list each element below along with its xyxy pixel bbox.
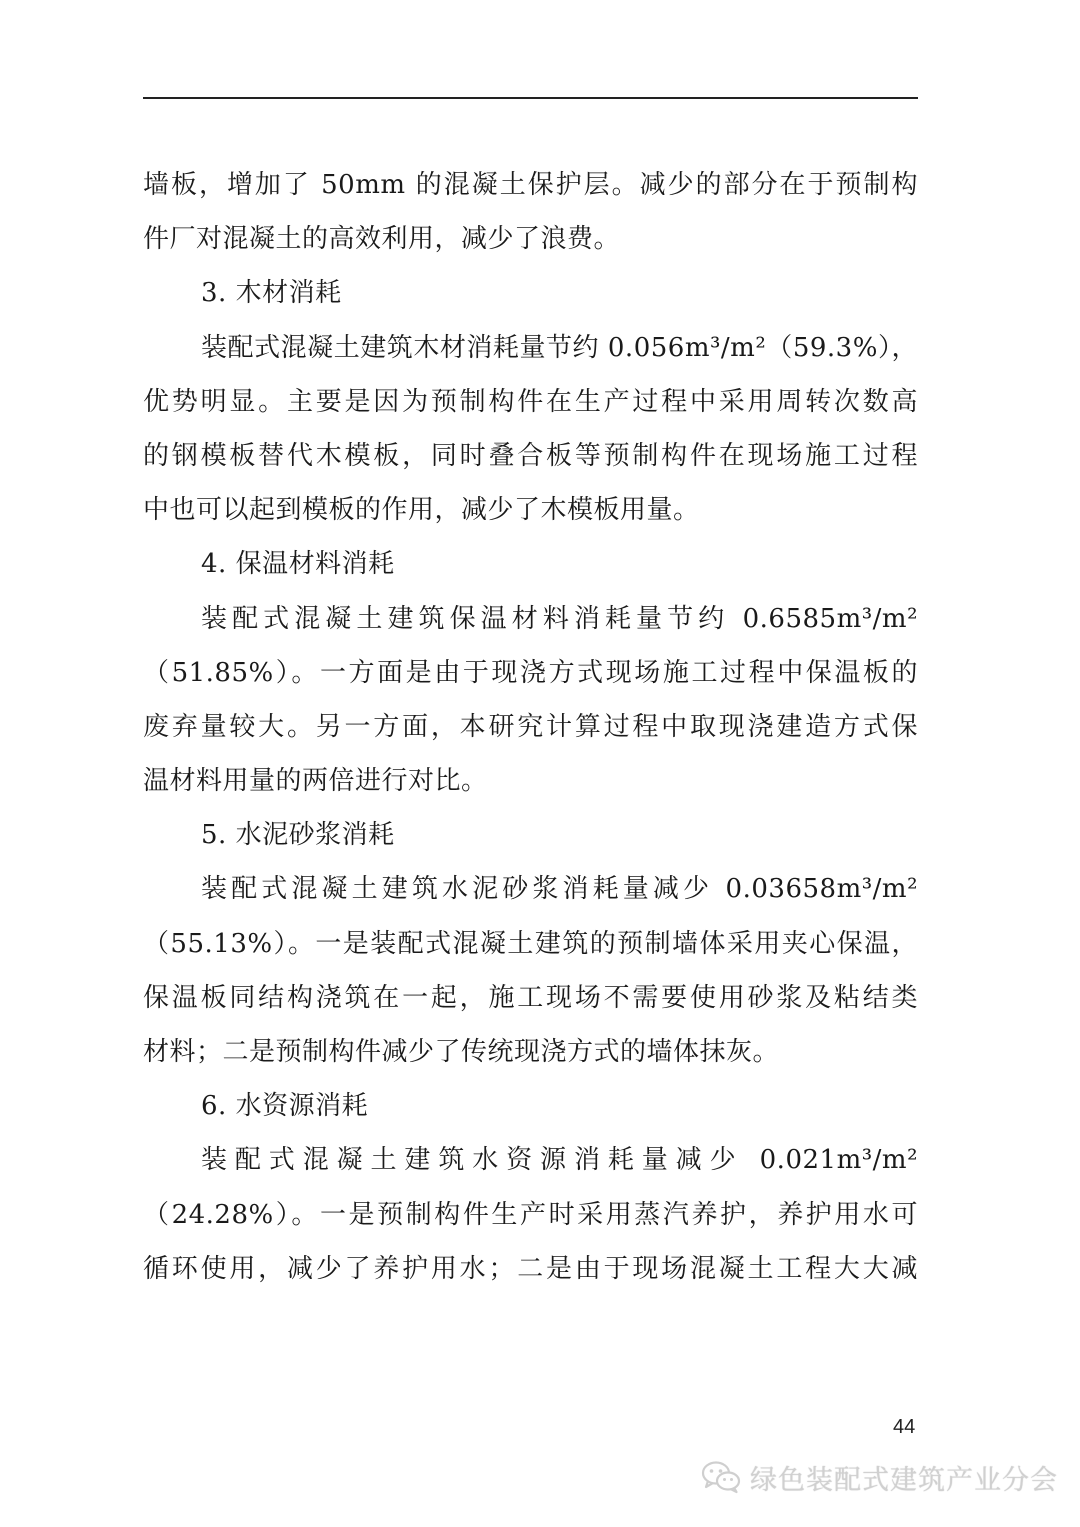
section-heading-mortar: 5. 水泥砂浆消耗 (201, 820, 395, 851)
body-text (143, 158, 918, 1296)
paragraph-line: 保温板同结构浇筑在一起，施工现场不需要使用砂浆及粘结类 (143, 982, 918, 1013)
paragraph-line: （51.85%）。一方面是由于现浇方式现场施工过程中保温板的 (143, 657, 918, 688)
section-heading-insulation: 4. 保温材料消耗 (201, 549, 395, 580)
section-heading-water: 6. 水资源消耗 (201, 1091, 369, 1122)
paragraph-line: 件厂对混凝土的高效利用，减少了浪费。 (143, 224, 621, 255)
page-number: 44 (893, 1416, 916, 1438)
paragraph-line: 废弃量较大。另一方面，本研究计算过程中取现浇建造方式保 (143, 711, 918, 742)
paragraph-line: 循环使用，减少了养护用水；二是由于现场混凝土工程大大减 (143, 1253, 918, 1284)
paragraph-line: 优势明显。主要是因为预制构件在生产过程中采用周转次数高 (143, 386, 918, 417)
watermark-text: 绿色装配式建筑产业分会 (750, 1464, 1058, 1496)
paragraph-line: 中也可以起到模板的作用，减少了木模板用量。 (143, 495, 700, 526)
watermark (700, 1454, 1058, 1500)
paragraph-line: 装配式混凝土建筑保温材料消耗量节约 0.6585m³/m² (201, 603, 918, 634)
paragraph-line: 装配式混凝土建筑水泥砂浆消耗量减少 0.03658m³/m² (201, 874, 918, 905)
paragraph-line: 装配式混凝土建筑木材消耗量节约 0.056m³/m²（59.3%）， (201, 332, 918, 363)
paragraph-line: 装配式混凝土建筑水资源消耗量减少 0.021m³/m² (201, 1145, 918, 1176)
paragraph-line: （55.13%）。一是装配式混凝土建筑的预制墙体采用夹心保温， (143, 928, 918, 959)
header-rule (143, 97, 918, 99)
section-heading-wood: 3. 木材消耗 (201, 278, 342, 309)
paragraph-line: 墙板，增加了 50mm 的混凝土保护层。减少的部分在于预制构 (143, 170, 918, 200)
paragraph-line: （24.28%）。一是预制构件生产时采用蒸汽养护，养护用水可 (143, 1199, 918, 1230)
paragraph-line: 的钢模板替代木模板，同时叠合板等预制构件在现场施工过程 (143, 440, 918, 471)
wechat-icon (700, 1459, 742, 1495)
paragraph-line: 材料；二是预制构件减少了传统现浇方式的墙体抹灰。 (143, 1037, 780, 1067)
paragraph-line: 温材料用量的两倍进行对比。 (143, 766, 488, 797)
